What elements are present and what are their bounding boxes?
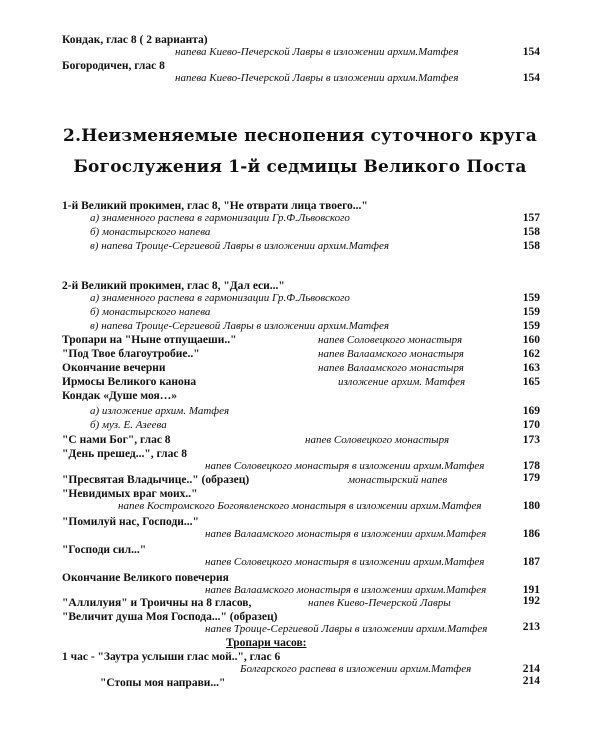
prokimen1-c-text: в) напева Троице-Сергиевой Лавры в изложении архим.Матфея (90, 240, 389, 252)
nevidimyh-title: "Невидимых враг моих.." (62, 488, 198, 500)
pomiluy-page: 186 (522, 528, 540, 540)
prokimen1-a-page: 157 (522, 212, 540, 224)
prokimen1-b-page: 158 (522, 226, 540, 238)
alliluia-source: напев Киево-Печерской Лавры (308, 597, 451, 609)
kondak-title: Кондак, глас 8 ( 2 варианта) (62, 34, 208, 46)
hours-heading: Тропари часов: (226, 637, 307, 649)
nevidimyh-page: 180 (522, 500, 540, 512)
irmosy-page: 165 (522, 376, 540, 388)
prokimen1-a-text: а) знаменного распева в гармонизации Гр.Ф.Львовского (90, 212, 350, 224)
den-source: напев Соловецкого монастыря в изложении архим.Матфея (205, 460, 485, 472)
okonchanie-source: напев Валаамского монастыря (318, 362, 464, 374)
gospodi-source: напев Соловецкого монастыря в изложении архим.Матфея (205, 556, 485, 568)
velichit-source: напев Троице-Сергиевой Лавры в изложении архим.Матфея (205, 623, 488, 635)
tropari-source: напев Соловецкого монастыря (318, 334, 463, 346)
prokimen2-a-text: а) знаменного распева в гармонизации Гр.Ф.Львовского (90, 292, 350, 304)
irmosy-source: изложение архим. Матфея (338, 376, 466, 388)
stopy-title: "Стопы моя направи..." (100, 677, 226, 689)
s-nami-source: напев Соловецкого монастыря (305, 434, 450, 446)
s-nami-title: "С нами Бог", глас 8 (62, 434, 171, 446)
kondak2-title: Кондак «Душе моя…» (62, 390, 177, 402)
prokimen2-title: 2-й Великий прокимен, глас 8, "Дал еси..." (62, 280, 285, 292)
s-nami-page: 173 (522, 434, 540, 446)
okonchanie-page: 163 (522, 362, 540, 374)
pod-tvoe-page: 162 (522, 348, 540, 360)
prokimen2-b-page: 159 (522, 306, 540, 318)
prokimen1-b-text: б) монастырского напева (90, 226, 211, 238)
presvyataya-title: "Пресвятая Владычице.." (образец) (62, 474, 250, 486)
velichit-title: "Величит душа Моя Господа..." (образец) (62, 611, 278, 623)
kondak-source: напева Киево-Печерской Лавры в изложении архим.Матфея (175, 46, 459, 58)
hours-first-source: Болгарского распева в изложении архим.Матфея (240, 663, 472, 675)
kondak2-a-page: 169 (522, 405, 540, 417)
kondak-page: 154 (522, 46, 540, 58)
prokimen1-title: 1-й Великий прокимен, глас 8, "Не отврати лица твоего..." (62, 200, 368, 212)
tropari-page: 160 (522, 334, 540, 346)
bogorodichen-source: напева Киево-Печерской Лавры в изложении архим.Матфея (175, 72, 459, 84)
alliluia-title: "Аллилуия" и Троичны на 8 гласов, (62, 597, 252, 609)
alliluia-page: 192 (522, 595, 540, 607)
pomiluy-source: напев Валаамского монастыря в изложении архим.Матфея (205, 528, 487, 540)
kondak2-b-page: 170 (522, 419, 540, 431)
gospodi-page: 187 (522, 556, 540, 568)
section-title-line2: Богослужения 1-й седмицы Великого Поста (73, 157, 527, 177)
prokimen1-c-page: 158 (522, 240, 540, 252)
povecherie-title: Окончание Великого повечерия (62, 572, 229, 584)
okonchanie-title: Окончание вечерни (62, 362, 166, 374)
den-page: 178 (522, 460, 540, 472)
povecherie-page: 191 (522, 584, 540, 596)
pomiluy-title: "Помилуй нас, Господи..." (62, 516, 199, 528)
bogorodichen-title: Богородичен, глас 8 (62, 60, 165, 72)
velichit-page: 213 (522, 621, 540, 633)
prokimen2-a-page: 159 (522, 292, 540, 304)
pod-tvoe-title: "Под Твое благоутробие.." (62, 348, 200, 360)
povecherie-source: напев Валаамского монастыря в изложении архим.Матфея (205, 584, 487, 596)
section-title-line1: 2.Неизменяемые песнопения суточного круга (63, 126, 537, 146)
kondak2-a-text: а) изложение архим. Матфея (90, 405, 230, 417)
tropari-title: Тропари на "Ныне отпущаеши.." (62, 334, 237, 346)
presvyataya-page: 179 (522, 472, 540, 484)
prokimen2-b-text: б) монастырского напева (90, 306, 211, 318)
irmosy-title: Ирмосы Великого канона (62, 376, 197, 388)
prokimen2-c-page: 159 (522, 320, 540, 332)
presvyataya-source: монастырский напев (348, 474, 448, 486)
nevidimyh-source: напев Костромского Богоявленского монастыря в изложении архим.Матфея (118, 500, 482, 512)
kondak2-b-text: б) муз. Е. Азеева (90, 419, 167, 431)
hours-first-title: 1 час - "Заутра услыши глас мой..", глас 6 (62, 651, 281, 663)
stopy-page: 214 (522, 675, 540, 687)
prokimen2-c-text: в) напева Троице-Сергиевой Лавры в изложении архим.Матфея (90, 320, 389, 332)
pod-tvoe-source: напев Валаамского монастыря (318, 348, 464, 360)
gospodi-title: "Господи сил..." (62, 544, 147, 556)
hours-first-page: 214 (522, 663, 540, 675)
bogorodichen-page: 154 (522, 72, 540, 84)
den-title: "День прешед...", глас 8 (62, 448, 188, 460)
